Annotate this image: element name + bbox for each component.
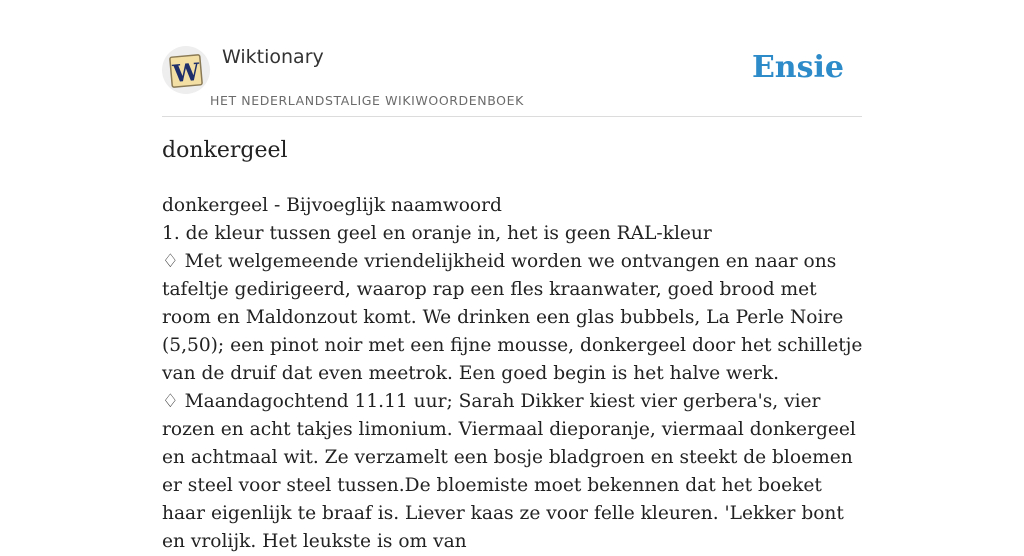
entry-example-2: ♢ Maandagochtend 11.11 uur; Sarah Dikker kiest vier gerbera's, vier rozen en acht takjes limonium. Viermaal dieporanje, viermaal donkergeel en achtmaal wit. Ze verzamelt een bosje bladgroen en steekt de bloemen er steel voor steel tussen.De bloemiste moet bekennen dat het boeket haar eigenlijk te braaf is. Liever kaas ze voor felle kleuren. 'Lekker bont en vrolijk. Het leukste is om van <box>162 391 856 552</box>
entry-content <box>162 192 866 556</box>
ensie-brand-logo[interactable]: Ensie <box>751 50 844 85</box>
entry-example-1: ♢ Met welgemeende vriendelijkheid worden we ontvangen en naar ons tafeltje gedirigeerd, waarop rap een fles kraanwater, goed brood met room en Maldonzout komt. We drinken een glas bubbels, La Perle Noire (5,50); een pinot noir met een fijne mousse, donkergeel door het schilletje van de druif dat even meetrok. Een goed begin is het halve werk. <box>162 251 863 384</box>
site-tagline: HET NEDERLANDSTALIGE WIKIWOORDENBOEK <box>210 93 524 108</box>
wiktionary-w-tile-icon <box>162 46 210 94</box>
entry-definition: 1. de kleur tussen geel en oranje in, het is geen RAL-kleur <box>162 223 712 244</box>
entry-heading-line: donkergeel - Bijvoeglijk naamwoord <box>162 195 502 216</box>
site-name[interactable]: Wiktionary <box>222 46 324 68</box>
site-header <box>162 40 862 117</box>
wiktionary-logo-icon[interactable] <box>162 46 210 94</box>
svg-text:W: W <box>171 56 201 89</box>
page-title: donkergeel <box>162 138 288 163</box>
